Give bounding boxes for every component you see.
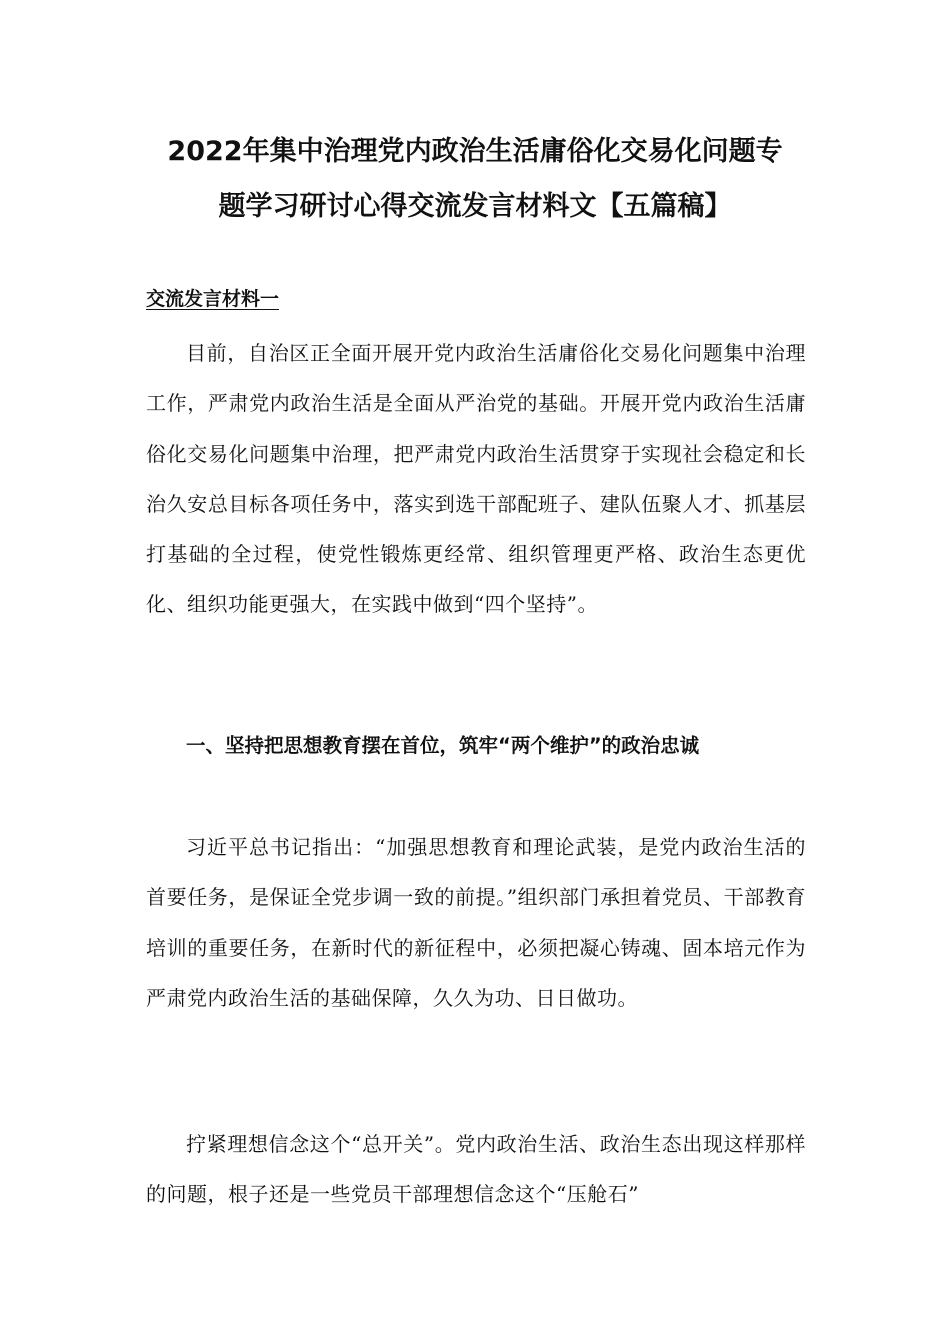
section-label: 交流发言材料一: [146, 288, 280, 310]
document-title-line-1: 2022年集中治理党内政治生活庸俗化交易化问题专: [167, 136, 783, 167]
section-heading-1: 一、坚持把思想教育摆在首位，筑牢“两个维护”的政治忠诚: [186, 734, 700, 757]
paragraph-ideals: 拧紧理想信念这个“总开关”。党内政治生活、政治生态出现这样那样的问题，根子还是一些党员干部理想信念这个“压舱石”: [146, 1132, 806, 1207]
paragraph-quote: 习近平总书记指出：“加强思想教育和理论武装，是党内政治生活的首要任务，是保证全党步调一致的前提。”组织部门承担着党员、干部教育培训的重要任务，在新时代的新征程中，必须把凝心铸魂、固本培元作为严肃党内政治生活的基础保障，久久为功、日日做功。: [146, 835, 806, 1010]
document-title-line-2: 题学习研讨心得交流发言材料文【五篇稿】: [218, 191, 732, 222]
paragraph-intro: 目前，自治区正全面开展开党内政治生活庸俗化交易化问题集中治理工作，严肃党内政治生活是全面从严治党的基础。开展开党内政治生活庸俗化交易化问题集中治理，把严肃党内政治生活贯穿于实现社会稳定和长治久安总目标各项任务中，落实到选干部配班子、建队伍聚人才、抓基层打基础的全过程，使党性锻炼更经常、组织管理更严格、政治生态更优化、组织功能更强大，在实践中做到“四个坚持”。: [146, 341, 806, 617]
